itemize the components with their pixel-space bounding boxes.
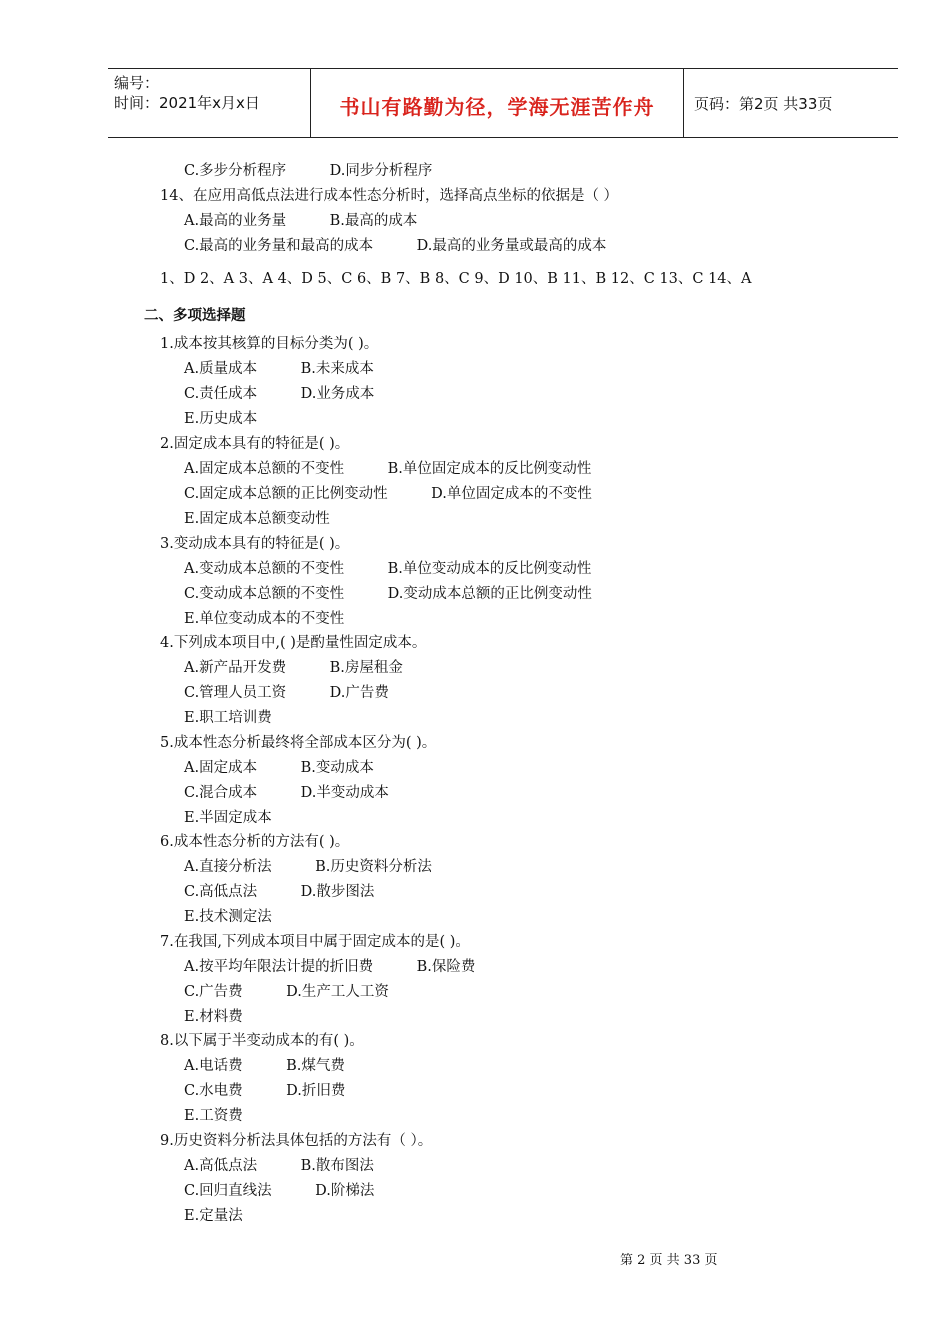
option-line: E.固定成本总额变动性 <box>184 511 330 527</box>
option-line: A.最高的业务量 B.最高的成本 <box>184 213 418 229</box>
header-motto-cell <box>310 69 684 137</box>
time-label: 时间：2021年x月x日 <box>114 94 260 112</box>
option-line: C.高低点法 D.散步图法 <box>184 884 375 900</box>
option-line: C.最高的业务量和最高的成本 D.最高的业务量或最高的成本 <box>184 238 607 254</box>
option-line: A.直接分析法 B.历史资料分析法 <box>184 859 432 875</box>
motto: 书山有路勤为径，学海无涯苦作舟 <box>339 95 655 119</box>
option-line: A.固定成本 B.变动成本 <box>184 760 374 776</box>
option-line: C.固定成本总额的正比例变动性 D.单位固定成本的不变性 <box>184 486 592 502</box>
question-line: 8.以下属于半变动成本的有( )。 <box>160 1033 364 1049</box>
question-line: 9.历史资料分析法具体包括的方法有（ ）。 <box>160 1133 433 1149</box>
option-line: A.新产品开发费 B.房屋租金 <box>184 660 403 676</box>
page-header <box>108 68 898 138</box>
question-line: 2.固定成本具有的特征是( )。 <box>160 436 350 452</box>
option-line: C.变动成本总额的不变性 D.变动成本总额的正比例变动性 <box>184 586 592 602</box>
header-meta <box>108 69 308 137</box>
option-line: E.工资费 <box>184 1108 243 1124</box>
option-line: E.单位变动成本的不变性 <box>184 611 345 627</box>
question-line: 6.成本性态分析的方法有( )。 <box>160 834 350 850</box>
section-title: 二、多项选择题 <box>144 308 246 324</box>
question-line: 4.下列成本项目中,( )是酌量性固定成本。 <box>160 635 427 651</box>
option-line: C.混合成本 D.半变动成本 <box>184 785 389 801</box>
page-footer: 第 2 页 共 33 页 <box>620 1253 718 1268</box>
question-line: 1.成本按其核算的目标分类为( )。 <box>160 336 379 352</box>
option-line: E.历史成本 <box>184 411 258 427</box>
serial-label: 编号： <box>114 74 160 92</box>
option-line: C.水电费 D.折旧费 <box>184 1083 346 1099</box>
option-line: E.职工培训费 <box>184 710 272 726</box>
option-line: C.多步分析程序 D.同步分析程序 <box>184 163 433 179</box>
question-line: 5.成本性态分析最终将全部成本区分为( )。 <box>160 735 437 751</box>
option-line: E.材料费 <box>184 1009 243 1025</box>
option-line: C.回归直线法 D.阶梯法 <box>184 1183 375 1199</box>
option-line: E.半固定成本 <box>184 810 272 826</box>
option-line: E.技术测定法 <box>184 909 272 925</box>
option-line: A.高低点法 B.散布图法 <box>184 1158 374 1174</box>
option-line: A.固定成本总额的不变性 B.单位固定成本的反比例变动性 <box>184 461 592 477</box>
question-line: 7.在我国,下列成本项目中属于固定成本的是( )。 <box>160 934 470 950</box>
option-line: C.广告费 D.生产工人工资 <box>184 984 389 1000</box>
option-line: C.责任成本 D.业务成本 <box>184 386 375 402</box>
option-line: C.管理人员工资 D.广告费 <box>184 685 389 701</box>
page-number-label: 页码：第2页 共33页 <box>694 95 833 113</box>
header-page-cell <box>684 69 898 137</box>
question-line: 3.变动成本具有的特征是( )。 <box>160 536 350 552</box>
option-line: A.质量成本 B.未来成本 <box>184 361 374 377</box>
question-line: 14、在应用高低点法进行成本性态分析时，选择高点坐标的依据是（ ） <box>160 188 619 204</box>
option-line: A.变动成本总额的不变性 B.单位变动成本的反比例变动性 <box>184 561 592 577</box>
option-line: E.定量法 <box>184 1208 243 1224</box>
answer-key: 1、D 2、A 3、A 4、D 5、C 6、B 7、B 8、C 9、D 10、B 11、B 12、C 13、C 14、A <box>160 271 752 287</box>
option-line: A.电话费 B.煤气费 <box>184 1058 345 1074</box>
option-line: A.按平均年限法计提的折旧费 B.保险费 <box>184 959 476 975</box>
